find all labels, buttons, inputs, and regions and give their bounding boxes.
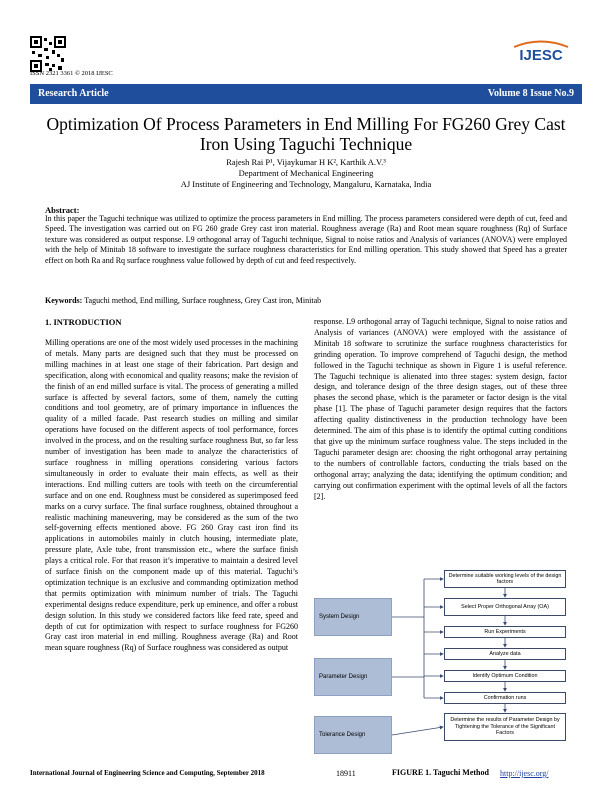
authors: Rajesh Rai P¹, Vijaykumar H K², Karthik A.V.³ [226,157,386,167]
department: Department of Mechanical Engineering [238,168,374,178]
step-optimum-condition: Identify Optimum Condition [444,670,566,682]
banner-article-type: Research Article [38,88,109,99]
right-column-text: response. L9 orthogonal array of Taguchi technique, Signal to noise ratios and Analysis of variances (ANOVA) were employed with the assistance of Minitab 18 software to scrutinize the surface roughness characteristics for grinding operation. To improve comprehend of Taguchi design, the method followed in the Taguchi technique as shown in Figure 1 is useful reference. The Taguchi technique is alienated into three stages: system design, factor design, and tolerance design of the three design stages, out of these three phases the second phase, which is the parameter or factor design is the vital phase [1]. The phase of Taguchi parameter design requires that the factors affecting quality distinctiveness in the production technology have been determined. The aim of this phase is to identify the optimal cutting conditions that give up the minimum surface roughness value. The steps included in the Taguchi parameter design are: choosing the right orthogonal array pertaining to the numbers of controllable factors, conducting the trials based on the orthogonal array; analyzing the data; identifying the optimum condition; and carrying out confirmation experiment with the optimal levels of all the factors [2]. [314,317,567,501]
section-heading: 1. INTRODUCTION [45,317,122,327]
article-banner [30,84,582,104]
stage-tolerance-design: Tolerance Design [314,716,392,754]
footer-journal: International Journal of Engineering Science and Computing, September 2018 [30,769,265,777]
stage-parameter-design: Parameter Design [314,658,392,696]
footer-url-link[interactable]: http://ijesc.org/ [500,769,549,778]
paper-title: Optimization Of Process Parameters in End Milling For FG260 Grey Cast Iron Using Taguchi Technique [46,114,566,154]
keywords-text: Taguchi method, End milling, Surface roughness, Grey Cast iron, Minitab [84,296,322,305]
logo-text: IJESC [519,47,563,64]
figure-caption: FIGURE 1. Taguchi Method [392,768,489,777]
banner-volume: Volume 8 Issue No.9 [487,88,574,99]
footer-page-number: 18911 [336,769,356,778]
step-working-levels: Determine suitable working levels of the design factors [444,570,566,588]
step-tolerance: Determine the results of Parameter Design by Tightening the Tolerance of the Significant Factors [444,713,566,741]
institute: AJ Institute of Engineering and Technology, Mangaluru, Karnataka, India [180,179,432,189]
ijesc-logo [510,38,572,64]
step-analyze-data: Analyze data [444,648,566,660]
figure-connectors [314,568,567,748]
keywords-label: Keywords: [45,296,83,305]
author-block [30,157,582,190]
keywords [45,296,567,305]
abstract-heading: Abstract: [45,205,80,215]
qr-code [30,36,66,72]
abstract-text: In this paper the Taguchi technique was utilized to optimize the process parameters in End milling. The process parameters considered were depth of cut, feed and Speed. The investigation was carried out on FG 260 grade Grey cast iron material. Roughness average (Ra) and Root mean square roughness (Rq) of Surface texture was considered as output response. L9 orthogonal array of Taguchi technique, Signal to noise ratios and Analysis of variances (ANOVA) were employed with the help of Minitab 18 software to investigate the surface roughness characteristics for End milling operation. This study showed that Speed has a greater effect on both Ra and Rq surface roughness value followed by depth of cut and feed respectively. [45,214,567,265]
left-column-text: Milling operations are one of the most widely used processes in the machining of metals. Many parts are designed such that they must be processed on milling machines in at least one stage of their fabrication. Part design and specification, along with economical and quality reasons; make the revision of the finish of an end milled surface is vital. The process of generating a milled surface is affected by several factors, some of them, namely the cutting conditions and tool geometry, are of primary importance in influences the quality of a milled facade. Past research studies on milling and similar operations have focused on the different aspects of tool performance, forces involved in the process, and on the resulting surface roughness But, so far less number of investigation has been made to analyze the characteristics of surface roughness in milling operations considering various factors simultaneously in order to evaluate their main effects, as well as their interactions. End milling cutters are tools with teeth on the circumferential surface and on one end. Roughness must be considered as superimposed feed marks on a curvy surface. The final surface roughness, obtained throughout a realistic machining maneuvering, may be considered as the sum of the two self-governing effects mentioned above. FG 260 Gray cast iron find its applications in automobiles mainly in clutch housing, intermediate plate, pressure plate, Axle tube, front transmission etc., where the surface finish plays a critical role. For that reason it’s imperative to maintain a desired level of surface finish on the component made up of this material. Taguchi’s optimization technique is an exclusive and commanding optimization method that permits optimization with minimum number of trials. The Taguchi experimental designs reduce expenditure, perk up eminence, and offer a robust design solution. In this study we considered factors like feed rate, speed and depth of cut for optimization with respect to surface roughness for FG260 Gray cast iron material in end milling. Roughness average (Ra) and Root mean square roughness (Rq) of Surface roughness was considered as output [45,338,298,653]
taguchi-figure [314,568,567,778]
step-orthogonal-array: Select Proper Orthogonal Array (OA) [444,598,566,616]
stage-system-design: System Design [314,598,392,636]
issn-line: ISSN 2321 3361 © 2018 IJESC [30,70,113,77]
step-run-experiments: Run Experiments [444,626,566,638]
step-confirmation-runs: Confirmation runs [444,692,566,704]
